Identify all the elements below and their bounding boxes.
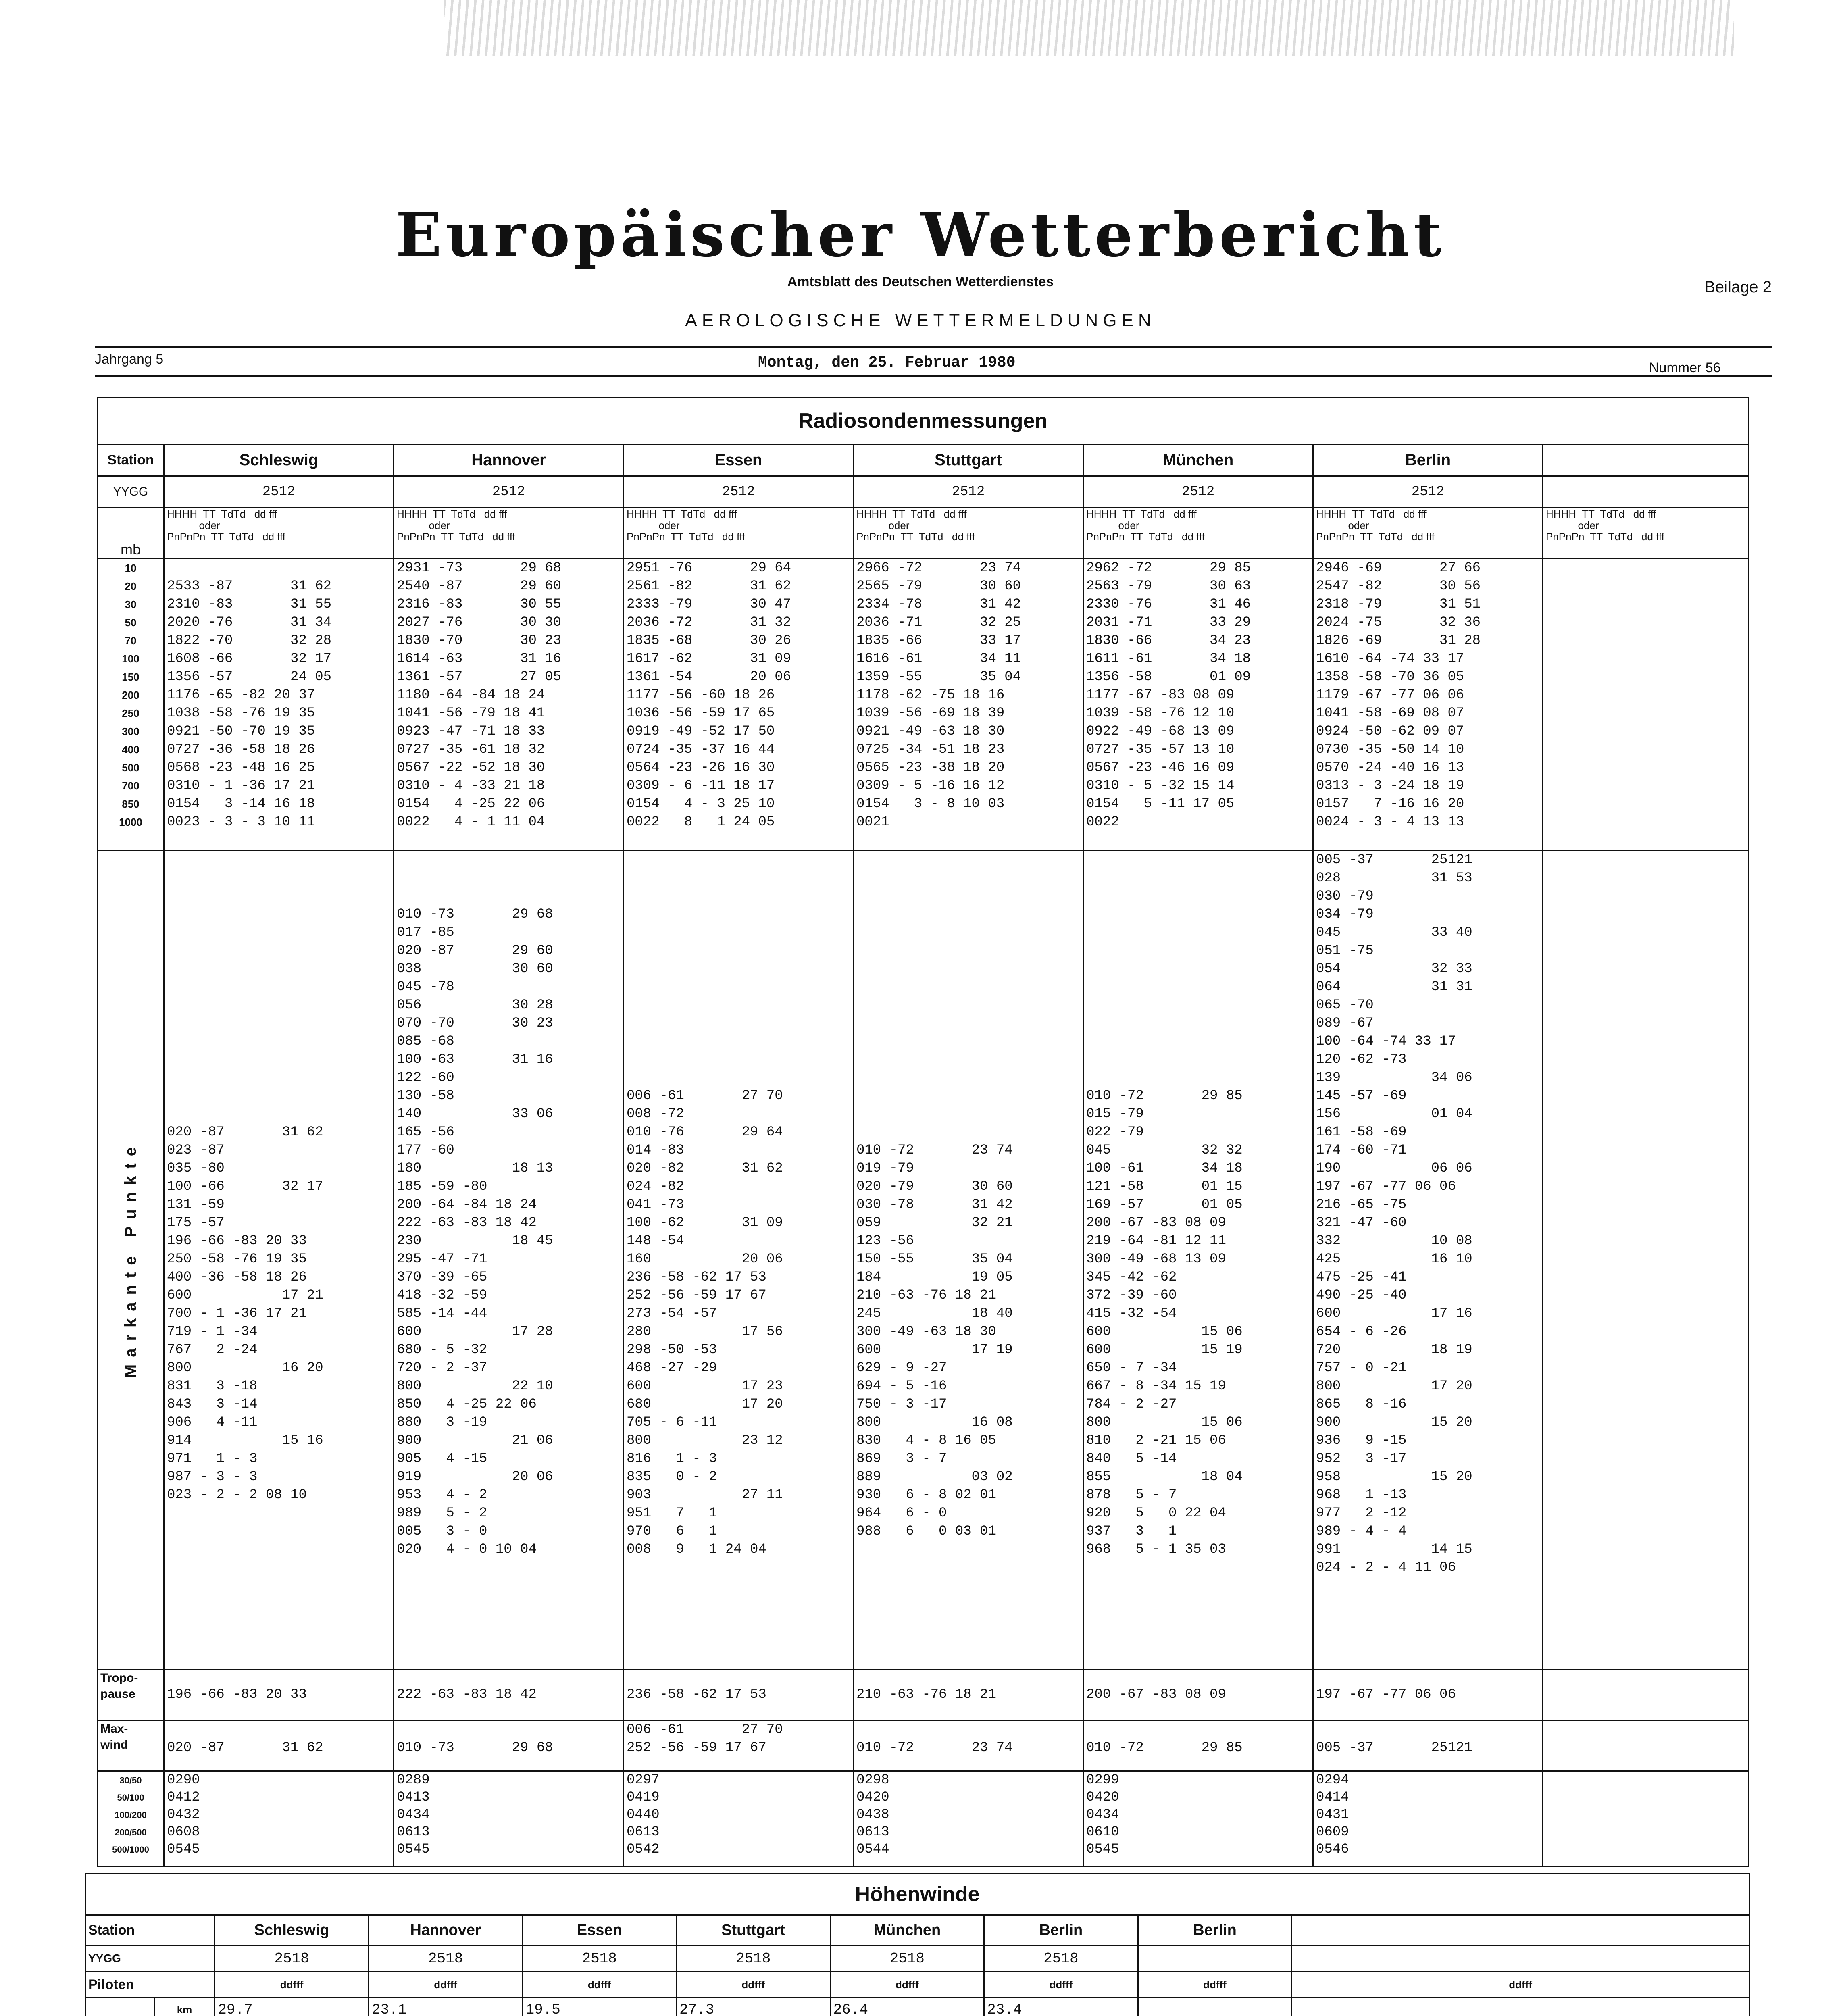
station-name-berlin: Berlin bbox=[1313, 444, 1543, 476]
maxwind-essen: 006 -61 27 70 252 -56 -59 17 67 bbox=[624, 1720, 854, 1771]
winds-yygg: 2518 bbox=[215, 1945, 369, 1972]
tropopause-muenchen: 200 -67 -83 08 09 bbox=[1083, 1669, 1313, 1720]
issue-number: Nummer 56 bbox=[1649, 360, 1721, 375]
significant-points-row bbox=[98, 850, 1749, 1669]
ddfff-header: ddfff bbox=[215, 1972, 369, 1998]
summit-km: 26.4 bbox=[830, 1998, 984, 2016]
column-header: HHHH TT TdTd dd fff oder PnPnPn TT TdTd dd fff bbox=[394, 508, 624, 558]
station-label: Station bbox=[98, 444, 164, 476]
std-levels-essen: 2951 -76 29 64 2561 -82 31 62 2333 -79 30 47 2036 -72 31 32 1835 -68 30 26 1617 -62 31 09 1361 -54 20 06 1177 -56 -60 18 26 1036 -56 -59 17 65 0919 -49 -52 17 50 0724 -35 -37 16 44 0564 -23 -26 16 30 0309 - 6 -11 18 17 0154 4 - 3 25 10 0022 8 1 24 05 bbox=[624, 558, 854, 850]
sig-points-berlin: 005 -37 25121 028 31 53 030 -79 034 -79 045 33 40 051 -75 054 32 33 064 31 31 065 -70 089 -67 100 -64 -74 33 17 120 -62 -73 139 34 06 145 -57 -69 156 01 04 161 -58 -69 174 -60 -71 190 06 06 197 -67 -77 06 06 216 -65 -75 321 -47 -60 332 10 08 425 16 10 475 -25 -41 490 -25 -40 600 17 16 654 - 6 -26 720 18 19 757 - 0 -21 800 17 20 865 8 -16 900 15 20 936 9 -15 952 3 -17 958 15 20 968 1 -13 977 2 -12 989 - 4 - 4 991 14 15 024 - 2 - 4 11 06 bbox=[1313, 850, 1543, 1669]
ddfff-header: ddfff bbox=[830, 1972, 984, 1998]
winds-station-label: Station bbox=[85, 1915, 215, 1945]
publication-title: Europäischer Wetterbericht bbox=[396, 200, 1445, 271]
layer-label: 200/500 bbox=[115, 1827, 147, 1837]
std-levels-schleswig: 2533 -87 31 62 2310 -83 31 55 2020 -76 31 34 1822 -70 32 28 1608 -66 32 17 1356 -57 24 05 1176 -65 -82 20 37 1038 -58 -76 19 35 0921 -50 -70 19 35 0727 -36 -58 18 26 0568 -23 -48 16 25 0310 - 1 -36 17 21 0154 3 -14 16 18 0023 - 3 - 3 10 11 bbox=[164, 558, 394, 850]
yygg-empty bbox=[1543, 476, 1749, 508]
winds-station-berlin-2: Berlin bbox=[1138, 1915, 1292, 1945]
ddfff-header: ddfff bbox=[984, 1972, 1138, 1998]
winds-yygg: 2518 bbox=[369, 1945, 523, 1972]
radiosonde-title: Radiosondenmessungen bbox=[98, 398, 1749, 444]
summit-km: 27.3 bbox=[676, 1998, 830, 2016]
volume-label: Jahrgang 5 bbox=[95, 352, 164, 367]
summit-km-label: km bbox=[154, 1998, 215, 2016]
station-name-essen: Essen bbox=[624, 444, 854, 476]
winds-yygg-label: YYGG bbox=[85, 1945, 215, 1972]
layer-label: 30/50 bbox=[119, 1775, 142, 1785]
maxwind-label: Max- wind bbox=[98, 1720, 164, 1771]
layers-hannover: 0289 0413 0434 0613 0545 bbox=[394, 1771, 624, 1866]
layers-schleswig: 0290 0412 0432 0608 0545 bbox=[164, 1771, 394, 1866]
maxwind-muenchen: 010 -72 29 85 bbox=[1083, 1720, 1313, 1771]
significant-points-label-cell bbox=[98, 850, 164, 1669]
station-row bbox=[98, 444, 1749, 476]
yygg-muenchen: 2512 bbox=[1083, 476, 1313, 508]
maxwind-row bbox=[98, 1720, 1749, 1771]
tropopause-stuttgart: 210 -63 -76 18 21 bbox=[854, 1669, 1083, 1720]
ddfff-header: ddfff bbox=[523, 1972, 677, 1998]
std-levels-stuttgart: 2966 -72 23 74 2565 -79 30 60 2334 -78 31 42 2036 -71 32 25 1835 -66 33 17 1616 -61 34 11 1359 -55 35 04 1178 -62 -75 18 16 1039 -56 -69 18 39 0921 -49 -63 18 30 0725 -34 -51 18 23 0565 -23 -38 18 20 0309 - 5 -16 16 12 0154 3 - 8 10 03 0021 bbox=[854, 558, 1083, 850]
tropopause-label: Tropo- pause bbox=[98, 1669, 164, 1720]
summit-label bbox=[85, 1998, 154, 2016]
layer-label: 500/1000 bbox=[112, 1844, 149, 1855]
ddfff-header: ddfff bbox=[1292, 1972, 1749, 1998]
winds-station-hannover: Hannover bbox=[369, 1915, 523, 1945]
tropopause-schleswig: 196 -66 -83 20 33 bbox=[164, 1669, 394, 1720]
ddfff-header: ddfff bbox=[369, 1972, 523, 1998]
sig-points-hannover: 010 -73 29 68 017 -85 020 -87 29 60 038 30 60 045 -78 056 30 28 070 -70 30 23 085 -68 100 -63 31 16 122 -60 130 -58 140 33 06 165 -56 177 -60 180 18 13 185 -59 -80 200 -64 -84 18 24 222 -63 -83 18 42 230 18 45 295 -47 -71 370 -39 -65 418 -32 -59 585 -14 -44 600 17 28 680 - 5 -32 720 - 2 -37 800 22 10 850 4 -25 22 06 880 3 -19 900 21 06 905 4 -15 919 20 06 953 4 - 2 989 5 - 2 005 3 - 0 020 4 - 0 10 04 bbox=[394, 850, 624, 1669]
station-name-hannover: Hannover bbox=[394, 444, 624, 476]
yygg-schleswig: 2512 bbox=[164, 476, 394, 508]
winds-yygg-empty bbox=[1138, 1945, 1292, 1972]
std-levels-empty bbox=[1543, 558, 1749, 850]
upper-winds-table bbox=[85, 1873, 1750, 2016]
yygg-label: YYGG bbox=[98, 476, 164, 508]
column-header: HHHH TT TdTd dd fff oder PnPnPn TT TdTd dd fff bbox=[1313, 508, 1543, 558]
yygg-hannover: 2512 bbox=[394, 476, 624, 508]
supplement-label: Beilage 2 bbox=[1704, 278, 1772, 296]
summit-km: 23.4 bbox=[984, 1998, 1138, 2016]
station-name-muenchen: München bbox=[1083, 444, 1313, 476]
layers-empty bbox=[1543, 1771, 1749, 1866]
tropopause-essen: 236 -58 -62 17 53 bbox=[624, 1669, 854, 1720]
winds-yygg: 2518 bbox=[830, 1945, 984, 1972]
layer-labels bbox=[98, 1771, 164, 1866]
std-levels-muenchen: 2962 -72 29 85 2563 -79 30 63 2330 -76 31 46 2031 -71 33 29 1830 -66 34 23 1611 -61 34 18 1356 -58 01 09 1177 -67 -83 08 09 1039 -58 -76 12 10 0922 -49 -68 13 09 0727 -35 -57 13 10 0567 -23 -46 16 09 0310 - 5 -32 15 14 0154 5 -11 17 05 0022 bbox=[1083, 558, 1313, 850]
sig-points-schleswig: 020 -87 31 62 023 -87 035 -80 100 -66 32 17 131 -59 175 -57 196 -66 -83 20 33 250 -58 -76 19 35 400 -36 -58 18 26 600 17 21 700 - 1 -36 17 21 719 - 1 -34 767 2 -24 800 16 20 831 3 -18 843 3 -14 906 4 -11 914 15 16 971 1 - 3 987 - 3 - 3 023 - 2 - 2 08 10 bbox=[164, 850, 394, 1669]
mb-label: mb bbox=[98, 508, 164, 558]
summit-km-row bbox=[85, 1998, 1749, 2016]
winds-yygg: 2518 bbox=[523, 1945, 677, 1972]
tropopause-row bbox=[98, 1669, 1749, 1720]
winds-station-berlin: Berlin bbox=[984, 1915, 1138, 1945]
yygg-row bbox=[98, 476, 1749, 508]
std-levels-hannover: 2931 -73 29 68 2540 -87 29 60 2316 -83 30 55 2027 -76 30 30 1830 -70 30 23 1614 -63 31 16 1361 -57 27 05 1180 -64 -84 18 24 1041 -56 -79 18 41 0923 -47 -71 18 33 0727 -35 -61 18 32 0567 -22 -52 18 30 0310 - 4 -33 21 18 0154 4 -25 22 06 0022 4 - 1 11 04 bbox=[394, 558, 624, 850]
column-header: HHHH TT TdTd dd fff oder PnPnPn TT TdTd dd fff bbox=[1083, 508, 1313, 558]
radiosonde-table bbox=[97, 397, 1749, 1867]
station-name-schleswig: Schleswig bbox=[164, 444, 394, 476]
winds-station-essen: Essen bbox=[523, 1915, 677, 1945]
layers-stuttgart: 0298 0420 0438 0613 0544 bbox=[854, 1771, 1083, 1866]
maxwind-schleswig: 020 -87 31 62 bbox=[164, 1720, 394, 1771]
layers-berlin: 0294 0414 0431 0609 0546 bbox=[1313, 1771, 1543, 1866]
pilot-label: Piloten bbox=[85, 1972, 215, 1998]
winds-station-empty bbox=[1292, 1915, 1749, 1945]
publication-subtitle: Amtsblatt des Deutschen Wetterdienstes bbox=[787, 274, 1054, 289]
column-header-row bbox=[98, 508, 1749, 558]
tropopause-empty bbox=[1543, 1669, 1749, 1720]
thickness-row bbox=[98, 1771, 1749, 1866]
layers-muenchen: 0299 0420 0434 0610 0545 bbox=[1083, 1771, 1313, 1866]
sig-points-stuttgart: 010 -72 23 74 019 -79 020 -79 30 60 030 -78 31 42 059 32 21 123 -56 150 -55 35 04 184 19 05 210 -63 -76 18 21 245 18 40 300 -49 -63 18 30 600 17 19 629 - 9 -27 694 - 5 -16 750 - 3 -17 800 16 08 830 4 - 8 16 05 869 3 - 7 889 03 02 930 6 - 8 02 01 964 6 - 0 988 6 0 03 01 bbox=[854, 850, 1083, 1669]
summit-km: 23.1 bbox=[369, 1998, 523, 2016]
issue-date: Montag, den 25. Februar 1980 bbox=[758, 354, 1016, 371]
sig-points-muenchen: 010 -72 29 85 015 -79 022 -79 045 32 32 100 -61 34 18 121 -58 01 15 169 -57 01 05 200 -67 -83 08 09 219 -64 -81 12 11 300 -49 -68 13 09 345 -42 -62 372 -39 -60 415 -32 -54 600 15 06 600 15 19 650 - 7 -34 667 - 8 -34 15 19 784 - 2 -27 800 15 06 810 2 -21 15 06 840 5 -14 855 18 04 878 5 - 7 920 5 0 22 04 937 3 1 968 5 - 1 35 03 bbox=[1083, 850, 1313, 1669]
ddfff-header: ddfff bbox=[1138, 1972, 1292, 1998]
section-heading: AEROLOGISCHE WETTERMELDUNGEN bbox=[685, 310, 1156, 330]
ddfff-header: ddfff bbox=[676, 1972, 830, 1998]
column-header: HHHH TT TdTd dd fff oder PnPnPn TT TdTd dd fff bbox=[624, 508, 854, 558]
layer-label: 50/100 bbox=[117, 1792, 144, 1803]
scan-noise-band bbox=[444, 0, 1734, 56]
winds-pilot-row bbox=[85, 1972, 1749, 1998]
column-header: HHHH TT TdTd dd fff oder PnPnPn TT TdTd dd fff bbox=[854, 508, 1083, 558]
maxwind-berlin: 005 -37 25121 bbox=[1313, 1720, 1543, 1771]
upper-winds-title: Höhenwinde bbox=[85, 1874, 1749, 1915]
winds-yygg: 2518 bbox=[676, 1945, 830, 1972]
winds-yygg-row bbox=[85, 1945, 1749, 1972]
column-header: HHHH TT TdTd dd fff oder PnPnPn TT TdTd dd fff bbox=[1543, 508, 1749, 558]
header-rule-bottom bbox=[95, 375, 1772, 377]
summit-km: 19.5 bbox=[523, 1998, 677, 2016]
winds-station-muenchen: München bbox=[830, 1915, 984, 1945]
winds-yygg-empty bbox=[1292, 1945, 1749, 1972]
station-name-stuttgart: Stuttgart bbox=[854, 444, 1083, 476]
significant-points-label: Markante Punkte bbox=[121, 1140, 140, 1378]
maxwind-stuttgart: 010 -72 23 74 bbox=[854, 1720, 1083, 1771]
yygg-stuttgart: 2512 bbox=[854, 476, 1083, 508]
station-name-empty bbox=[1543, 444, 1749, 476]
sig-points-empty bbox=[1543, 850, 1749, 1669]
sig-points-essen: 006 -61 27 70 008 -72 010 -76 29 64 014 -83 020 -82 31 62 024 -82 041 -73 100 -62 31 09 148 -54 160 20 06 236 -58 -62 17 53 252 -56 -59 17 67 273 -54 -57 280 17 56 298 -50 -53 468 -27 -29 600 17 23 680 17 20 705 - 6 -11 800 23 12 816 1 - 3 835 0 - 2 903 27 11 951 7 1 970 6 1 008 9 1 24 04 bbox=[624, 850, 854, 1669]
winds-station-row bbox=[85, 1915, 1749, 1945]
header-rule-top bbox=[95, 346, 1772, 348]
layers-essen: 0297 0419 0440 0613 0542 bbox=[624, 1771, 854, 1866]
layer-label: 100/200 bbox=[115, 1810, 147, 1820]
summit-km-empty bbox=[1292, 1998, 1749, 2016]
yygg-berlin: 2512 bbox=[1313, 476, 1543, 508]
standard-levels-row bbox=[98, 558, 1749, 850]
winds-yygg: 2518 bbox=[984, 1945, 1138, 1972]
std-levels-berlin: 2946 -69 27 66 2547 -82 30 56 2318 -79 31 51 2024 -75 32 36 1826 -69 31 28 1610 -64 -74 33 17 1358 -58 -70 36 05 1179 -67 -77 06 06 1041 -58 -69 08 07 0924 -50 -62 09 07 0730 -35 -50 14 10 0570 -24 -40 16 13 0313 - 3 -24 18 19 0157 7 -16 16 20 0024 - 3 - 4 13 13 bbox=[1313, 558, 1543, 850]
winds-station-schleswig: Schleswig bbox=[215, 1915, 369, 1945]
yygg-essen: 2512 bbox=[624, 476, 854, 508]
maxwind-empty bbox=[1543, 1720, 1749, 1771]
column-header: HHHH TT TdTd dd fff oder PnPnPn TT TdTd dd fff bbox=[164, 508, 394, 558]
tropopause-hannover: 222 -63 -83 18 42 bbox=[394, 1669, 624, 1720]
pressure-levels: 10 20 30 50 70 100 150 200 250 300 400 500 700 850 1000 bbox=[98, 558, 164, 850]
summit-km: 29.7 bbox=[215, 1998, 369, 2016]
summit-km-empty bbox=[1138, 1998, 1292, 2016]
maxwind-hannover: 010 -73 29 68 bbox=[394, 1720, 624, 1771]
tropopause-berlin: 197 -67 -77 06 06 bbox=[1313, 1669, 1543, 1720]
winds-station-stuttgart: Stuttgart bbox=[676, 1915, 830, 1945]
